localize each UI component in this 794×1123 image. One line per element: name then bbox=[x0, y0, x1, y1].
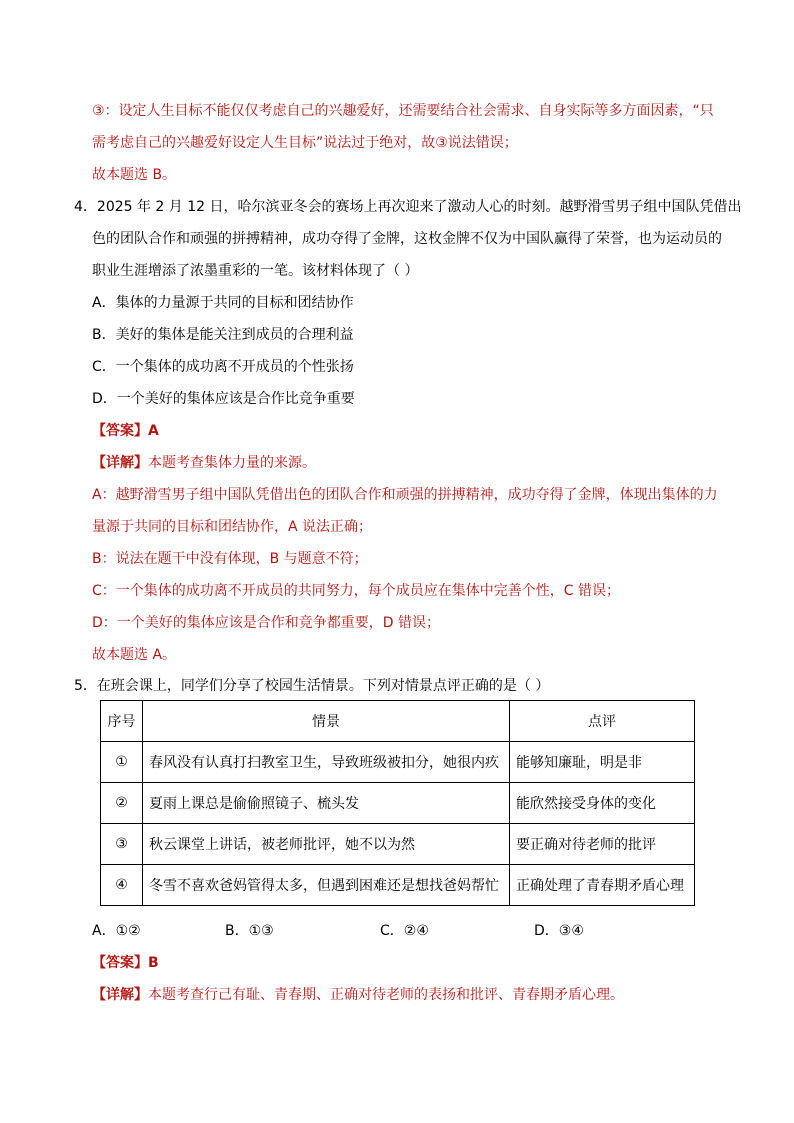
table-row bbox=[101, 742, 695, 783]
q4-option-a: A．集体的力量源于共同的目标和团结协作 bbox=[92, 295, 354, 311]
q3-analysis-line-2: 需考虑自己的兴趣爱好设定人生目标”说法过于绝对，故③说法错误； bbox=[92, 135, 518, 151]
row-index: ③ bbox=[101, 824, 143, 865]
detail-text: 本题考查集体力量的来源。 bbox=[148, 455, 316, 471]
q4-analysis-a-line-1: A：越野滑雪男子组中国队凭借出色的团队合作和顽强的拼搏精神，成功夺得了金牌，体现出集体的力 bbox=[92, 487, 718, 503]
row-comment: 正确处理了青春期矛盾心理 bbox=[510, 865, 695, 906]
q5-scenario-table bbox=[100, 700, 695, 906]
header-scenario: 情景 bbox=[143, 701, 510, 742]
row-index: ① bbox=[101, 742, 143, 783]
q5-choice-b: B．①③ bbox=[225, 923, 274, 939]
row-comment: 要正确对待老师的批评 bbox=[510, 824, 695, 865]
q4-analysis-c: C：一个集体的成功离不开成员的共同努力，每个成员应在集体中完善个性，C 错误； bbox=[92, 583, 620, 599]
q5-answer bbox=[92, 953, 159, 973]
row-scenario: 春风没有认真打扫教室卫生，导致班级被扣分，她很内疚 bbox=[143, 742, 510, 783]
q5-stem: 5．在班会课上，同学们分享了校园生活情景。下列对情景点评正确的是（ ） bbox=[74, 678, 550, 694]
answer-value: B bbox=[148, 955, 159, 971]
row-index: ② bbox=[101, 783, 143, 824]
row-index: ④ bbox=[101, 865, 143, 906]
q4-analysis-a-line-2: 量源于共同的目标和团结协作，A 说法正确； bbox=[92, 519, 373, 535]
q4-stem-line-3: 职业生涯增添了浓墨重彩的一笔。该材料体现了（ ） bbox=[92, 263, 419, 279]
q5-choice-c: C．②④ bbox=[380, 923, 429, 939]
q4-conclusion: 故本题选 A。 bbox=[92, 647, 177, 663]
table-row bbox=[101, 783, 695, 824]
row-scenario: 秋云课堂上讲话，被老师批评，她不以为然 bbox=[143, 824, 510, 865]
q5-choice-d: D．③④ bbox=[534, 923, 584, 939]
answer-value: A bbox=[148, 423, 159, 439]
q3-analysis-line-1: ③：设定人生目标不能仅仅考虑自己的兴趣爱好，还需要结合社会需求、自身实际等多方面因素，“只 bbox=[92, 103, 714, 119]
answer-tag: 【答案】 bbox=[92, 955, 148, 971]
row-scenario: 夏雨上课总是偷偷照镜子、梳头发 bbox=[143, 783, 510, 824]
table-row bbox=[101, 865, 695, 906]
q3-conclusion: 故本题选 B。 bbox=[92, 167, 177, 183]
q4-stem-line-1: 4．2025 年 2 月 12 日，哈尔滨亚冬会的赛场上再次迎来了激动人心的时刻。越野滑雪男子组中国队凭借出 bbox=[74, 199, 742, 215]
row-comment: 能够知廉耻，明是非 bbox=[510, 742, 695, 783]
row-comment: 能欣然接受身体的变化 bbox=[510, 783, 695, 824]
q4-option-d: D．一个美好的集体应该是合作比竞争重要 bbox=[92, 391, 355, 407]
detail-tag: 【详解】 bbox=[92, 987, 148, 1003]
header-comment: 点评 bbox=[510, 701, 695, 742]
detail-tag: 【详解】 bbox=[92, 455, 148, 471]
q4-option-c: C．一个集体的成功离不开成员的个性张扬 bbox=[92, 359, 354, 375]
q5-detail bbox=[92, 985, 624, 1005]
header-index: 序号 bbox=[101, 701, 143, 742]
row-scenario: 冬雪不喜欢爸妈管得太多，但遇到困难还是想找爸妈帮忙 bbox=[143, 865, 510, 906]
detail-text: 本题考查行己有耻、青春期、正确对待老师的表扬和批评、青春期矛盾心理。 bbox=[148, 987, 624, 1003]
q5-choice-a: A．①② bbox=[92, 923, 141, 939]
table-header-row bbox=[101, 701, 695, 742]
q4-analysis-b: B：说法在题干中没有体现，B 与题意不符； bbox=[92, 551, 368, 567]
q4-analysis-d: D：一个美好的集体应该是合作和竞争都重要，D 错误； bbox=[92, 615, 441, 631]
q4-stem-line-2: 色的团队合作和顽强的拼搏精神，成功夺得了金牌，这枚金牌不仅为中国队赢得了荣誉，也为运动员的 bbox=[92, 231, 722, 247]
q4-answer bbox=[92, 421, 159, 441]
answer-tag: 【答案】 bbox=[92, 423, 148, 439]
q4-option-b: B．美好的集体是能关注到成员的合理利益 bbox=[92, 327, 354, 343]
table-row bbox=[101, 824, 695, 865]
q4-detail bbox=[92, 453, 316, 473]
